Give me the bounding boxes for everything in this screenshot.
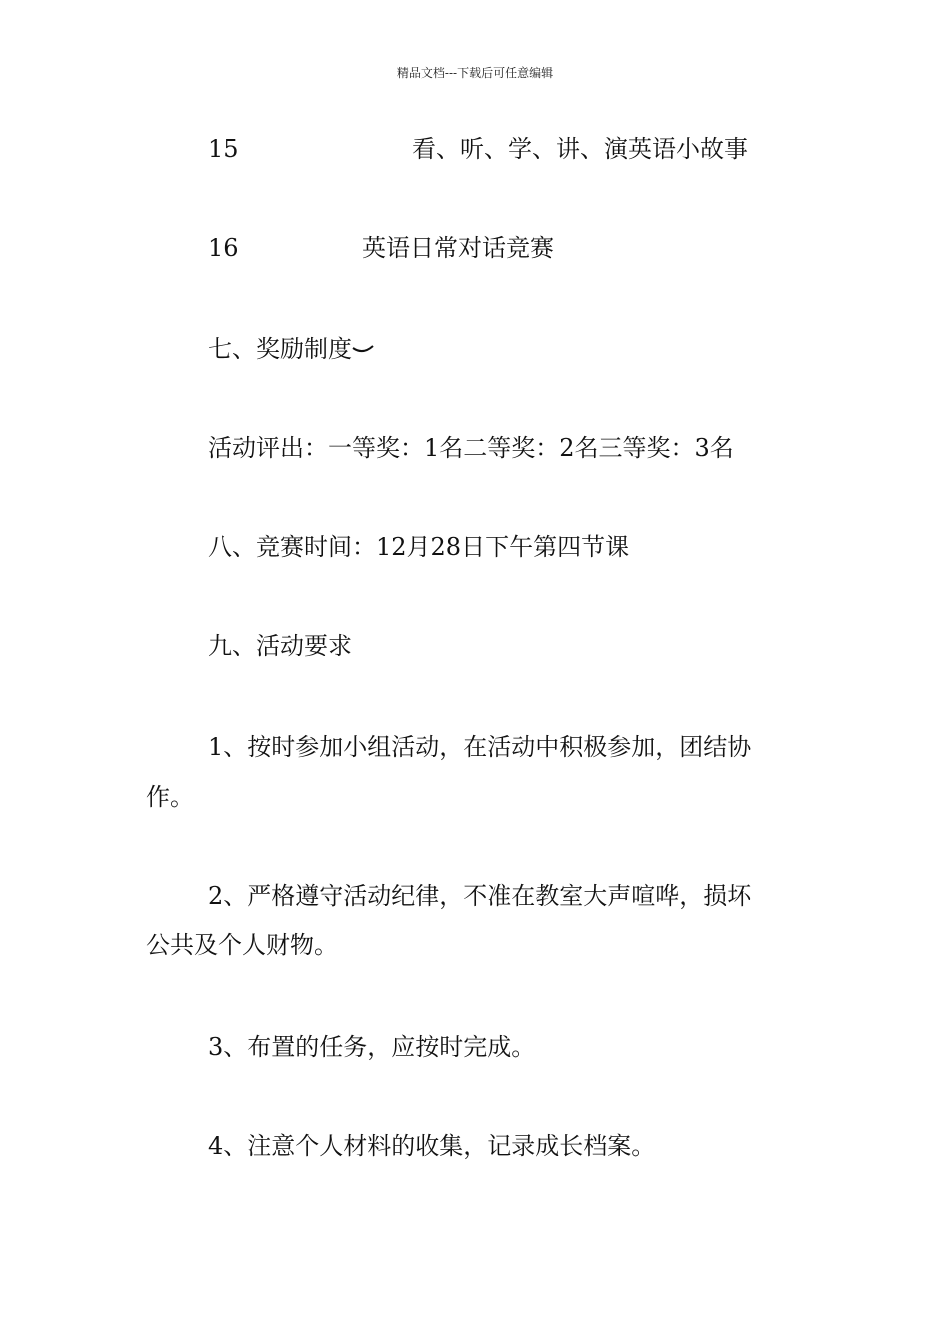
section-heading-awards (208, 335, 374, 363)
requirement-item-2-line1: 2、严格遵守活动纪律，不准在教室大声喧哗，损坏 (208, 882, 752, 910)
requirement-item-1-line2: 作。 (146, 783, 194, 811)
requirement-item-3: 3、布置的任务，应按时完成。 (208, 1033, 536, 1061)
row-activity: 英语日常对话竞赛 (362, 234, 554, 262)
requirement-item-1-line1: 1、按时参加小组活动，在活动中积极参加，团结协 (208, 733, 752, 761)
row-number: 15 (208, 135, 239, 163)
row-activity: 看、听、学、讲、演英语小故事 (412, 135, 748, 163)
tick-mark-icon (352, 344, 374, 358)
section-heading-text: 七、奖励制度 (208, 335, 352, 363)
page-header: 精品文档---下载后可任意编辑 (396, 66, 554, 80)
awards-text: 活动评出：一等奖：1名二等奖：2名三等奖：3名 (208, 434, 734, 462)
row-number: 16 (208, 234, 239, 262)
requirement-item-2-line2: 公共及个人财物。 (146, 931, 338, 959)
competition-time: 八、竞赛时间：12月28日下午第四节课 (208, 533, 630, 561)
requirement-item-4: 4、注意个人材料的收集，记录成长档案。 (208, 1132, 656, 1160)
section-heading-requirements: 九、活动要求 (208, 632, 352, 660)
